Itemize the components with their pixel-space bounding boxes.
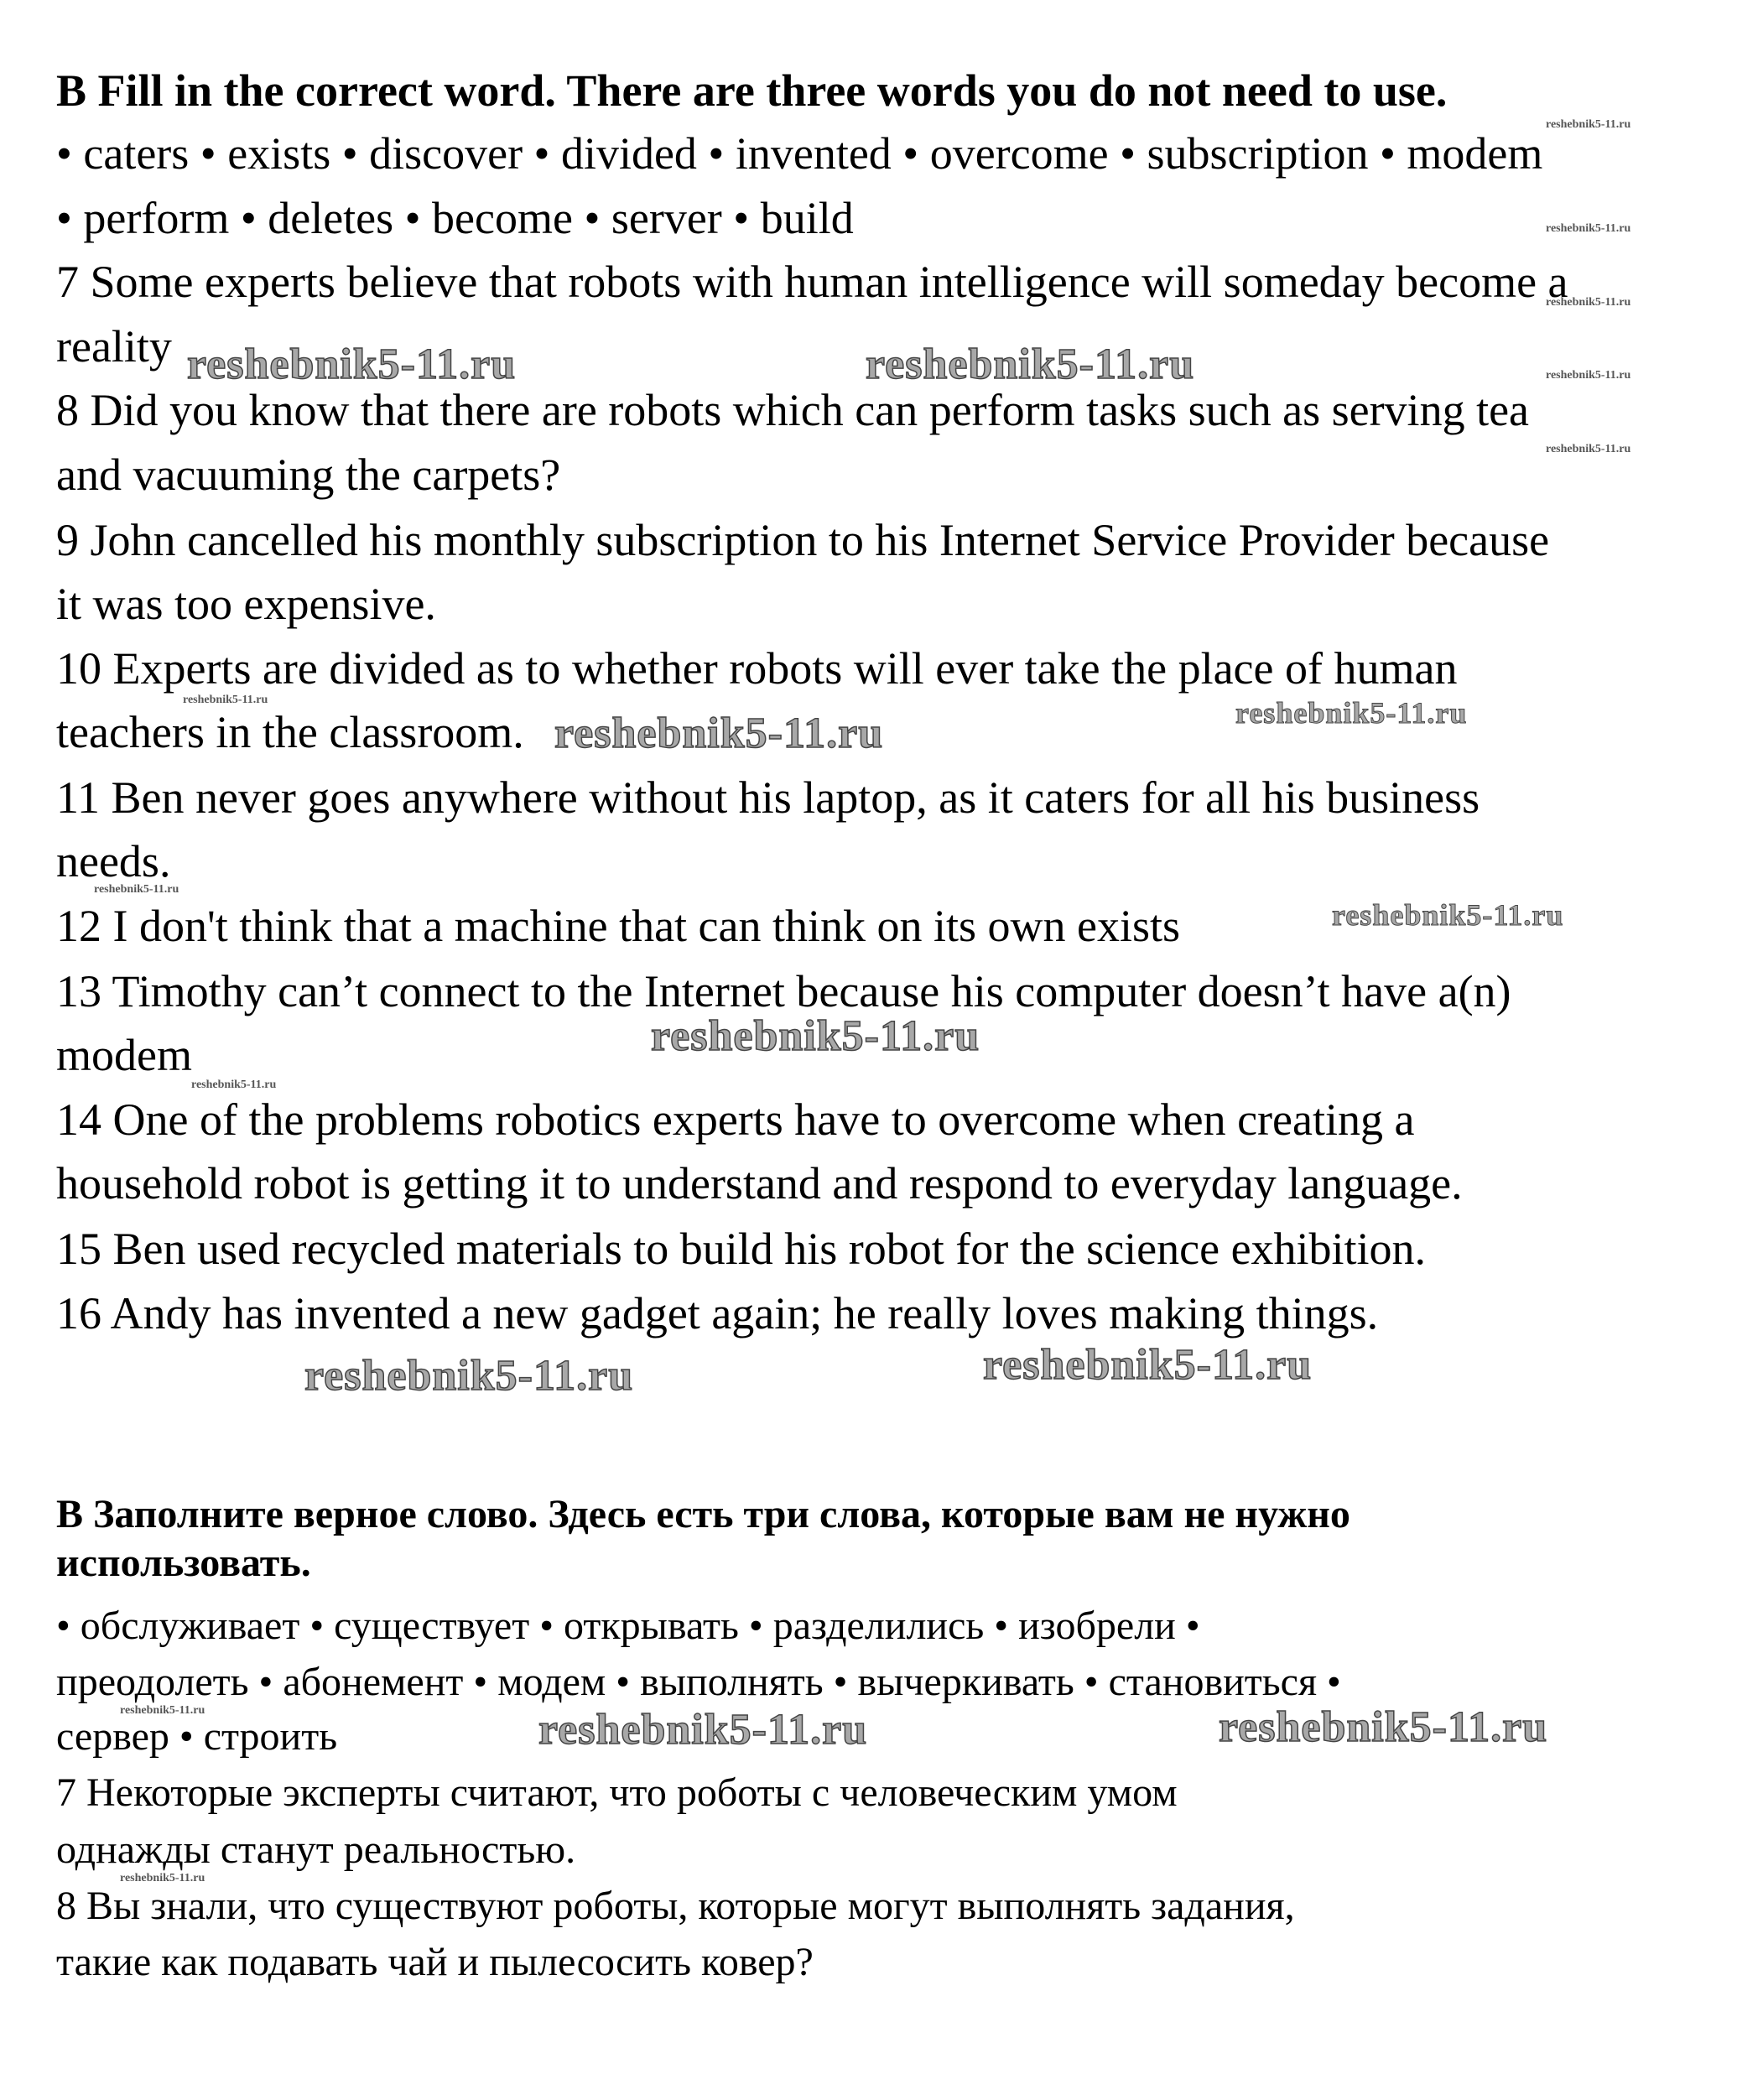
sentence-line-en: 16 Andy has invented a new gadget again; he really loves making things.	[56, 1288, 1379, 1338]
sentence-line-en: 10 Experts are divided as to whether robots will ever take the place of human	[56, 643, 1458, 694]
exercise-title-ru: использовать.	[56, 1541, 311, 1585]
word-list-line-ru: сервер • строить	[56, 1714, 338, 1759]
sentence-line-en: 12 I don't think that a machine that can think on its own exists	[56, 901, 1181, 951]
sentence-line-ru: 8 Вы знали, что существуют роботы, которые могут выполнять задания,	[56, 1884, 1295, 1928]
watermark: reshebnik5-11.ru	[651, 1012, 980, 1060]
sentence-line-ru: такие как подавать чай и пылесосить ковер?	[56, 1940, 814, 1984]
watermark: reshebnik5-11.ru	[1546, 296, 1631, 309]
sentence-line-en: modem	[56, 1030, 192, 1080]
watermark: reshebnik5-11.ru	[1546, 443, 1631, 455]
watermark: reshebnik5-11.ru	[1546, 369, 1631, 382]
sentence-line-ru: однажды станут реальностью.	[56, 1827, 576, 1872]
watermark: reshebnik5-11.ru	[554, 710, 884, 757]
exercise-title-en: B Fill in the correct word. There are three words you do not need to use.	[56, 65, 1448, 116]
watermark: reshebnik5-11.ru	[1546, 222, 1631, 235]
sentence-line-en: 15 Ben used recycled materials to build his robot for the science exhibition.	[56, 1224, 1427, 1274]
watermark: reshebnik5-11.ru	[94, 883, 179, 896]
watermark: reshebnik5-11.ru	[538, 1706, 868, 1754]
watermark: reshebnik5-11.ru	[1235, 696, 1468, 730]
sentence-line-en: 11 Ben never goes anywhere without his laptop, as it caters for all his business	[56, 772, 1480, 823]
sentence-line-en: 7 Some experts believe that robots with human intelligence will someday become a	[56, 257, 1568, 307]
watermark: reshebnik5-11.ru	[866, 340, 1195, 388]
sentence-line-ru: 7 Некоторые эксперты считают, что роботы с человеческим умом	[56, 1770, 1178, 1815]
sentence-line-en: household robot is getting it to understand and respond to everyday language.	[56, 1158, 1463, 1209]
sentence-line-en: reality	[56, 321, 172, 372]
sentence-line-en: needs.	[56, 836, 171, 886]
sentence-line-en: 13 Timothy can’t connect to the Internet because his computer doesn’t have a(n)	[56, 966, 1511, 1016]
word-list-line-ru: преодолеть • абонемент • модем • выполнять • вычеркивать • становиться •	[56, 1660, 1341, 1704]
watermark: reshebnik5-11.ru	[304, 1352, 634, 1400]
word-list-line-ru: • обслуживает • существует • открывать • разделились • изобрели •	[56, 1604, 1200, 1648]
sentence-line-en: teachers in the classroom.	[56, 707, 524, 757]
word-list-line-en: • perform • deletes • become • server • build	[56, 193, 854, 243]
watermark: reshebnik5-11.ru	[120, 1872, 205, 1884]
watermark: reshebnik5-11.ru	[983, 1341, 1313, 1389]
sentence-line-en: 14 One of the problems robotics experts have to overcome when creating a	[56, 1094, 1415, 1145]
watermark: reshebnik5-11.ru	[191, 1079, 277, 1091]
watermark: reshebnik5-11.ru	[187, 340, 517, 388]
watermark: reshebnik5-11.ru	[183, 694, 268, 706]
sentence-line-en: and vacuuming the carpets?	[56, 450, 561, 500]
watermark: reshebnik5-11.ru	[120, 1704, 205, 1717]
sentence-line-en: 9 John cancelled his monthly subscription to his Internet Service Provider because	[56, 515, 1550, 565]
sentence-line-en: 8 Did you know that there are robots which can perform tasks such as serving tea	[56, 385, 1530, 435]
word-list-line-en: • caters • exists • discover • divided • invented • overcome • subscription • modem	[56, 128, 1543, 179]
watermark: reshebnik5-11.ru	[1332, 898, 1564, 932]
watermark: reshebnik5-11.ru	[1546, 118, 1631, 131]
sentence-line-en: it was too expensive.	[56, 579, 436, 629]
exercise-title-ru: В Заполните верное слово. Здесь есть три слова, которые вам не нужно	[56, 1492, 1350, 1536]
watermark: reshebnik5-11.ru	[1219, 1703, 1548, 1751]
